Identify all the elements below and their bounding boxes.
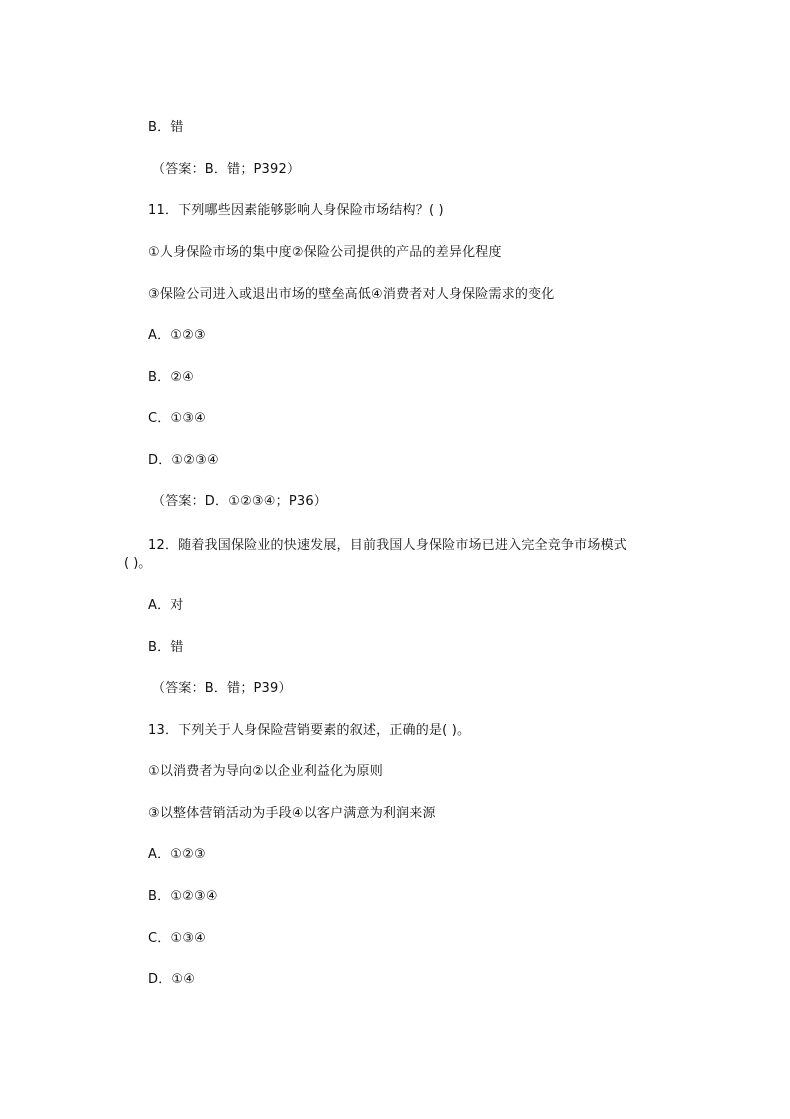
- answer-q12: （答案：B．错；P39）: [152, 681, 292, 696]
- q11-item-1-2: ①人身保险市场的集中度②保险公司提供的产品的差异化程度: [148, 245, 502, 260]
- q11-item-3-4: ③保险公司进入或退出市场的壁垒高低④消费者对人身保险需求的变化: [148, 287, 555, 302]
- q13-item-3-4: ③以整体营销活动为手段④以客户满意为利润来源: [148, 806, 436, 821]
- question-12: 12．随着我国保险业的快速发展，目前我国人身保险市场已进入完全竞争市场模式: [148, 538, 627, 553]
- q11-option-a: A．①②③: [148, 328, 206, 343]
- q13-option-a: A．①②③: [148, 847, 206, 862]
- q11-option-d: D．①②③④: [148, 453, 219, 468]
- question-12-continuation: ( )。: [124, 556, 152, 571]
- question-11: 11．下列哪些因素能够影响人身保险市场结构？( ): [148, 203, 444, 218]
- q13-option-b: B．①②③④: [148, 889, 218, 904]
- question-13: 13．下列关于人身保险营销要素的叙述，正确的是( )。: [148, 723, 471, 738]
- q11-option-b: B．②④: [148, 370, 195, 385]
- option-b-q10: B．错: [148, 120, 184, 135]
- q13-option-d: D．①④: [148, 972, 196, 987]
- answer-q11: （答案：D．①②③④；P36）: [152, 494, 328, 509]
- q12-option-a: A．对: [148, 598, 184, 613]
- q13-option-c: C．①③④: [148, 931, 207, 946]
- answer-q10: （答案：B．错；P392）: [152, 162, 301, 177]
- q11-option-c: C．①③④: [148, 411, 207, 426]
- q13-item-1-2: ①以消费者为导向②以企业利益化为原则: [148, 764, 383, 779]
- q12-option-b: B．错: [148, 640, 184, 655]
